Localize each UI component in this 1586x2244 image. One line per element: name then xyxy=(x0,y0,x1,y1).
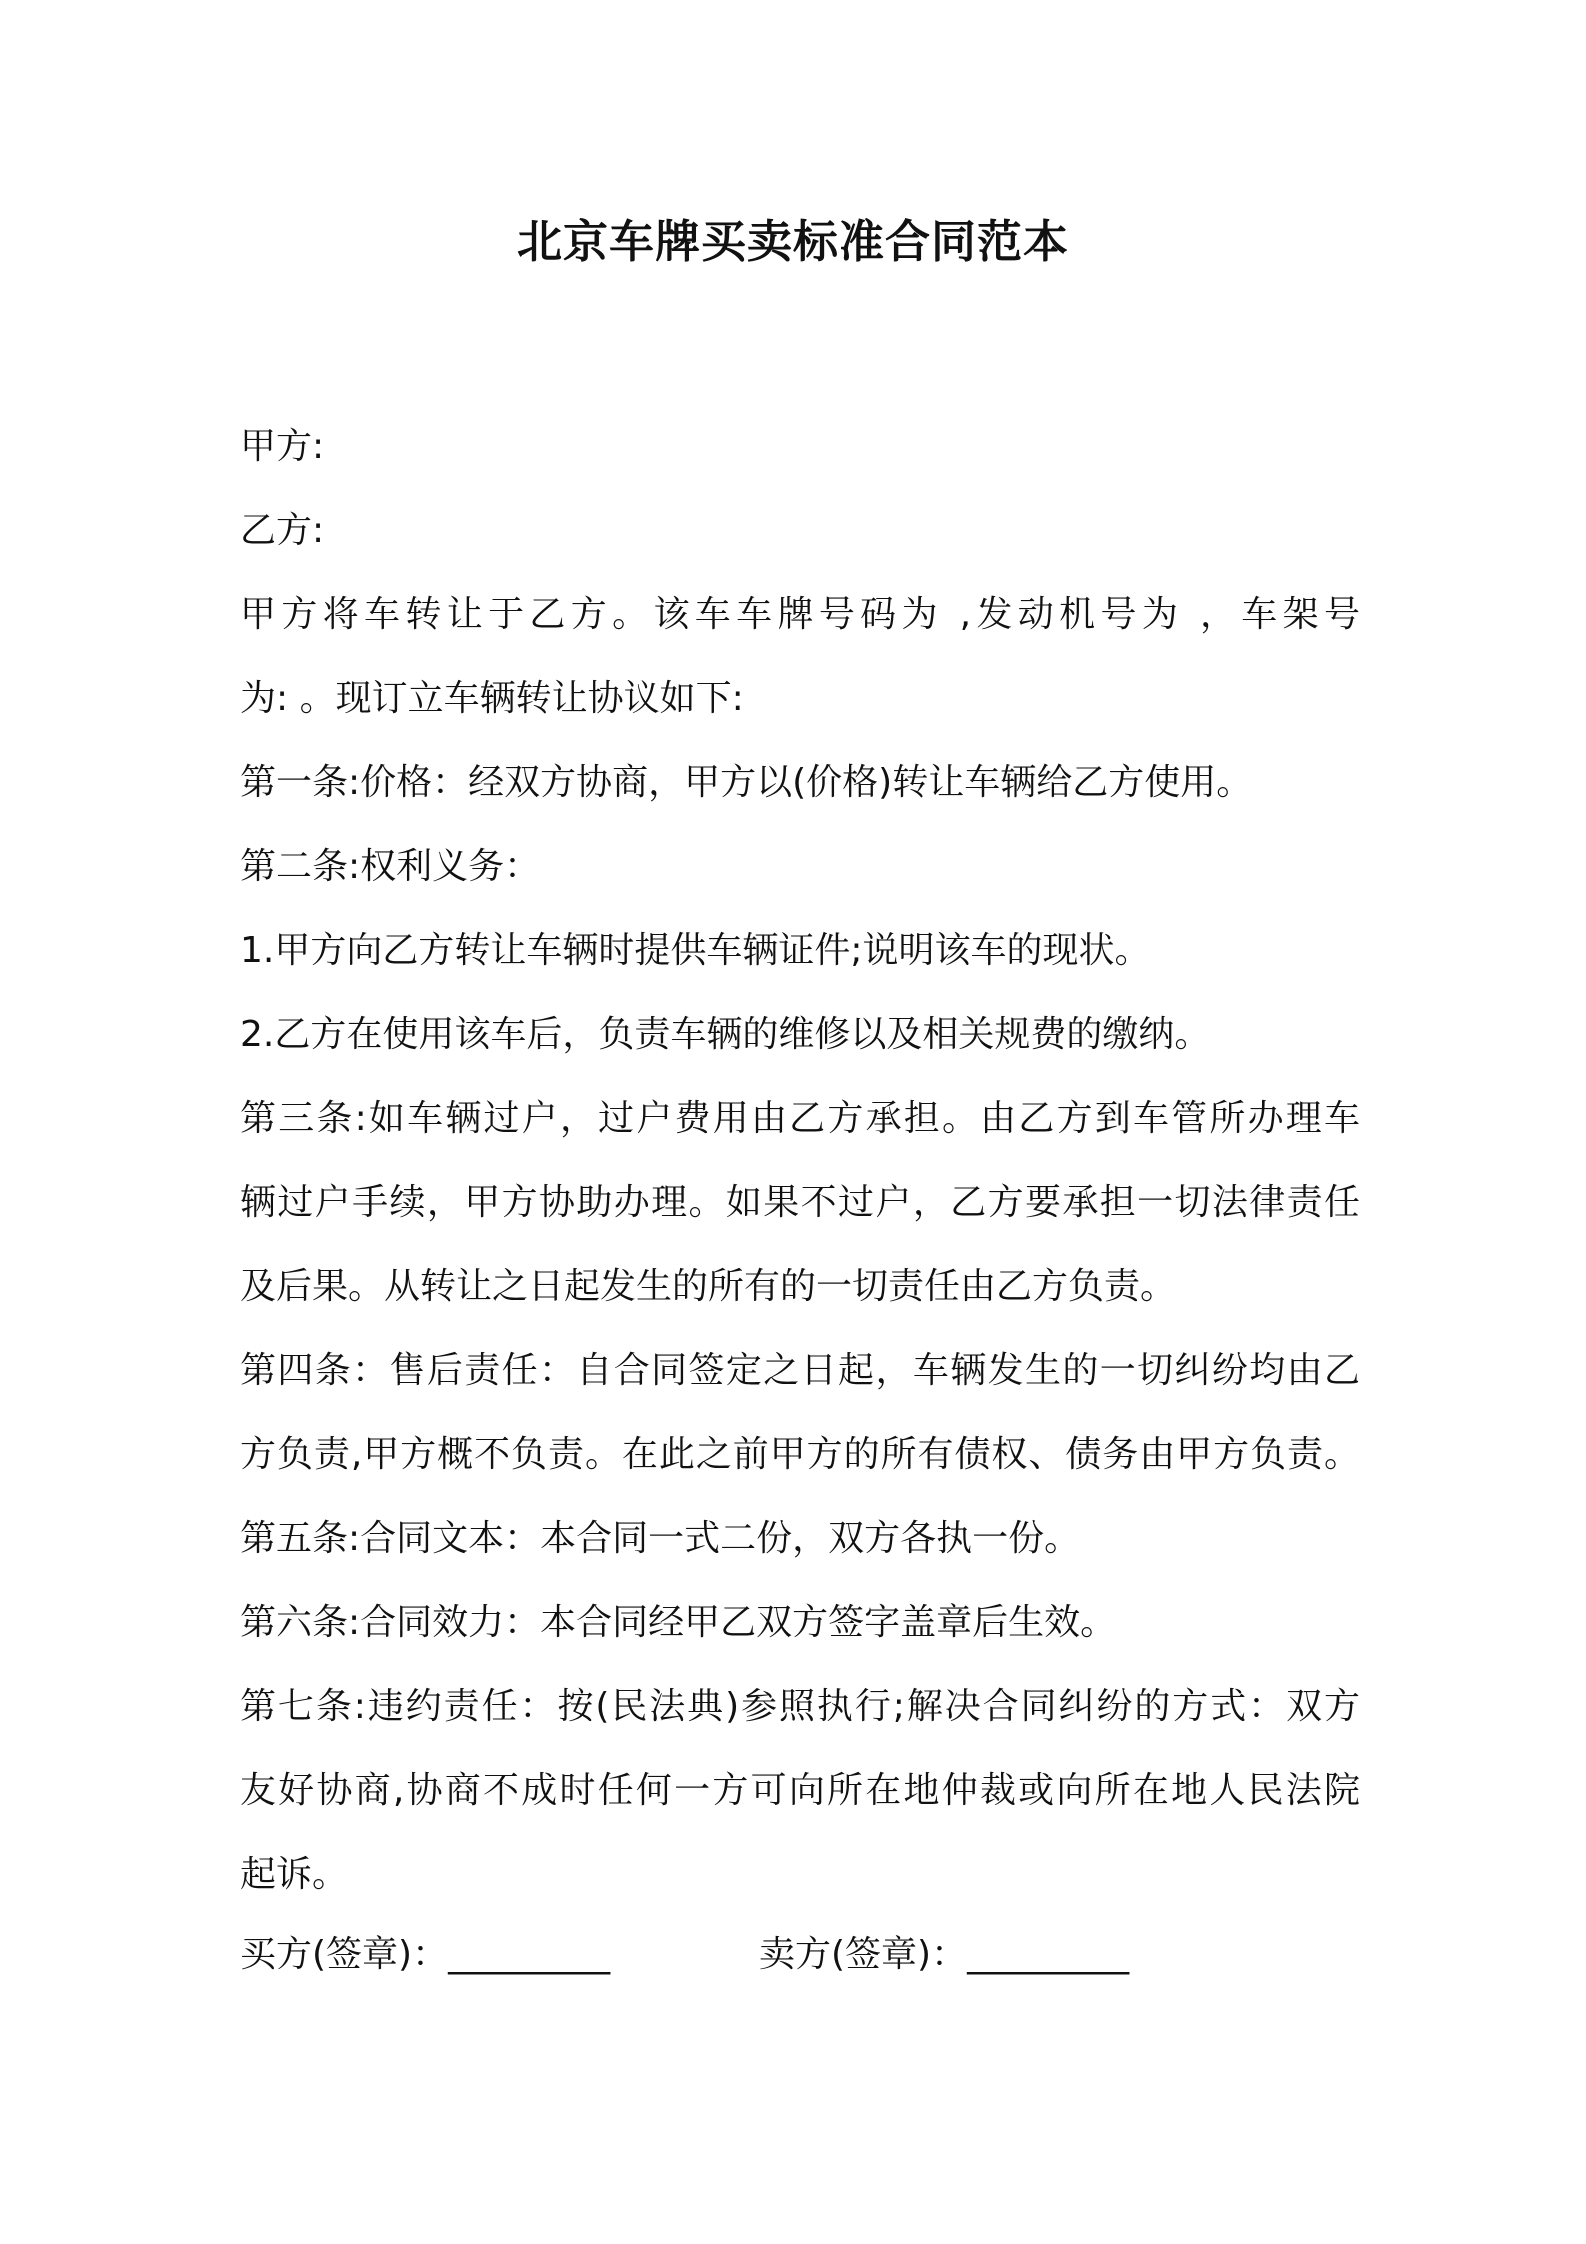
party-b-line: 乙方: xyxy=(240,510,325,551)
article-2-item-1: 1.甲方向乙方转让车辆时提供车辆证件;说明该车的现状。 xyxy=(240,930,1151,971)
article-7-line-2: 友好协商,协商不成时任何一方可向所在地仲裁或向所在地人民法院 xyxy=(240,1770,1360,1811)
article-2-item-2: 2.乙方在使用该车后，负责车辆的维修以及相关规费的缴纳。 xyxy=(240,1014,1211,1055)
contract-body xyxy=(240,405,1360,1917)
intro-line-1: 甲方将车转让于乙方。该车车牌号码为 ,发动机号为 ，车架号 xyxy=(240,594,1360,635)
article-4-line-2: 方负责,甲方概不负责。在此之前甲方的所有债权、债务由甲方负责。 xyxy=(240,1434,1360,1475)
article-3-line-1: 第三条:如车辆过户，过户费用由乙方承担。由乙方到车管所办理车 xyxy=(240,1098,1360,1139)
article-5: 第五条:合同文本：本合同一式二份，双方各执一份。 xyxy=(240,1518,1081,1559)
party-a-line: 甲方: xyxy=(240,426,325,467)
seller-signature-field: 卖方(签章)：_________ xyxy=(759,1934,1130,1975)
article-6: 第六条:合同效力：本合同经甲乙双方签字盖章后生效。 xyxy=(240,1602,1117,1643)
article-3-line-2: 辆过户手续，甲方协助办理。如果不过户，乙方要承担一切法律责任 xyxy=(240,1182,1360,1223)
intro-line-2: 为: 。现订立车辆转让协议如下: xyxy=(240,678,744,719)
signature-row xyxy=(240,1913,1360,1997)
article-3-line-3: 及后果。从转让之日起发生的所有的一切责任由乙方负责。 xyxy=(240,1266,1177,1307)
article-1: 第一条:价格：经双方协商，甲方以(价格)转让车辆给乙方使用。 xyxy=(240,762,1253,803)
article-7-line-1: 第七条:违约责任：按(民法典)参照执行;解决合同纠纷的方式：双方 xyxy=(240,1686,1360,1727)
article-2-heading: 第二条:权利义务： xyxy=(240,846,541,887)
document-title: 北京车牌买卖标准合同范本 xyxy=(516,215,1069,268)
article-7-line-3: 起诉。 xyxy=(240,1854,349,1895)
buyer-signature-field: 买方(签章)：_________ xyxy=(240,1934,611,1975)
article-4-line-1: 第四条：售后责任：自合同签定之日起，车辆发生的一切纠纷均由乙 xyxy=(240,1350,1360,1391)
